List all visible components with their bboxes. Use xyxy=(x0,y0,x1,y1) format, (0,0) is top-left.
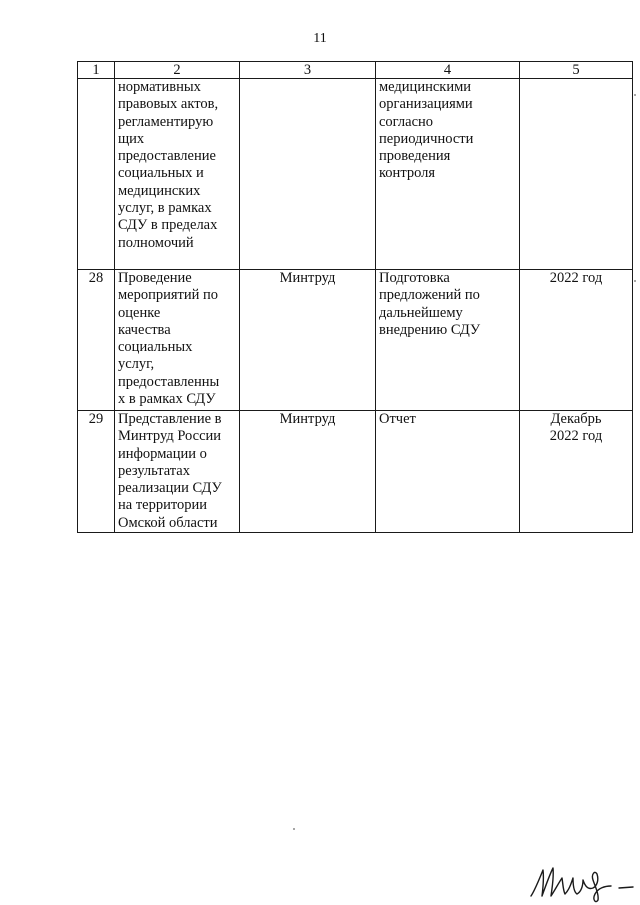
cell-result-text: Подготовка предложений по дальнейшему внедрению СДУ xyxy=(379,270,481,338)
cell-num: 29 xyxy=(78,411,115,533)
cell-result xyxy=(376,270,520,411)
cell-event-text: Проведение мероприятий по оценке качества социальных услуг, предоставленны х в рамках СДУ xyxy=(118,270,220,408)
cell-deadline xyxy=(520,79,633,270)
cell-num: 28 xyxy=(78,270,115,411)
scan-speck xyxy=(634,280,636,282)
scan-speck xyxy=(634,94,636,96)
handwritten-signature xyxy=(525,860,637,904)
cell-event xyxy=(115,79,240,270)
cell-result xyxy=(376,79,520,270)
scan-speck xyxy=(293,828,295,830)
cell-event xyxy=(115,411,240,533)
plan-table xyxy=(77,61,633,533)
table-header-row xyxy=(78,62,633,79)
cell-deadline xyxy=(520,270,633,411)
cell-event-text: нормативных правовых актов, регламентирую щих предоставление социальных и медицинских услуг, в рамках СДУ в пределах полномочий xyxy=(118,79,219,251)
cell-deadline xyxy=(520,411,633,533)
cell-event-text: Представление в Минтруд России информации о результатах реализации СДУ на территории Омской области xyxy=(118,411,222,531)
table-row xyxy=(78,270,633,411)
table-row xyxy=(78,411,633,533)
cell-deadline-text: Декабрь 2022 год xyxy=(549,411,603,445)
cell-deadline-text: 2022 год xyxy=(549,270,603,286)
cell-responsible: Минтруд xyxy=(240,270,376,411)
table-row-continuation xyxy=(78,79,633,270)
page-number: 11 xyxy=(313,31,327,46)
header-col-5: 5 xyxy=(520,62,633,79)
cell-event xyxy=(115,270,240,411)
header-col-2: 2 xyxy=(115,62,240,79)
cell-result-text: медицинскими организациями согласно периодичности проведения контроля xyxy=(379,79,474,182)
header-col-1: 1 xyxy=(78,62,115,79)
cell-responsible xyxy=(240,79,376,270)
cell-result-text: Отчет xyxy=(379,411,416,427)
cell-result xyxy=(376,411,520,533)
cell-responsible: Минтруд xyxy=(240,411,376,533)
header-col-4: 4 xyxy=(376,62,520,79)
header-col-3: 3 xyxy=(240,62,376,79)
cell-num xyxy=(78,79,115,270)
